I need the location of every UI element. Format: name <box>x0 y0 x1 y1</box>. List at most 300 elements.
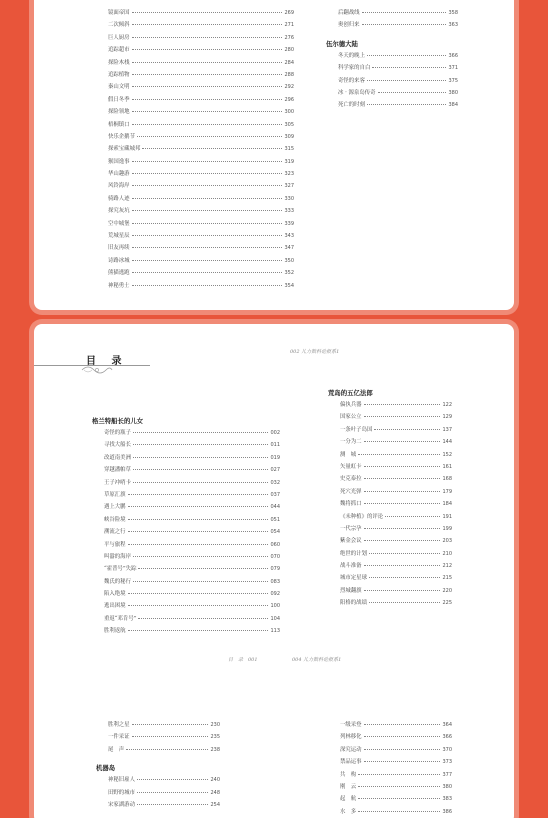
dot-leader <box>367 80 446 81</box>
entry-title: 二次倾斜 <box>108 22 130 29</box>
toc-column-left <box>108 8 294 293</box>
page-number: 373 <box>442 759 452 766</box>
dot-leader <box>364 749 441 750</box>
dot-leader <box>128 531 269 532</box>
entry-title: 魏氏的秘行 <box>104 578 131 585</box>
entry-title: 测 城 <box>340 451 357 458</box>
dot-leader <box>132 111 283 112</box>
toc-column-right <box>326 8 458 113</box>
toc-entry[interactable] <box>108 206 294 218</box>
toc-entry[interactable] <box>340 462 452 474</box>
entry-title: 一级采登 <box>340 722 362 728</box>
toc-entry[interactable] <box>104 440 280 452</box>
dot-leader <box>364 404 441 405</box>
entry-title: 冰 · 源泉岛传奇 <box>338 89 376 96</box>
page-number: 137 <box>442 426 452 433</box>
toc-entry[interactable] <box>340 524 452 536</box>
page-number: 238 <box>210 746 220 753</box>
dot-leader <box>137 804 208 805</box>
toc-entry[interactable] <box>108 231 294 243</box>
toc-entry[interactable] <box>340 412 452 424</box>
toc-entry[interactable] <box>108 775 220 787</box>
entry-title: 寻找大船长 <box>104 442 131 449</box>
dot-leader <box>137 792 208 793</box>
page-number: 230 <box>210 722 220 728</box>
toc-entry[interactable] <box>108 58 294 70</box>
running-header: 002 儿力数科论报系1 <box>290 349 340 355</box>
page-number: 271 <box>284 22 294 29</box>
entry-title: 田野的城市 <box>108 789 135 796</box>
dot-leader <box>132 37 283 38</box>
toc-entry[interactable] <box>108 120 294 132</box>
dot-leader <box>362 24 447 25</box>
toc-entry[interactable] <box>104 502 280 514</box>
dot-leader <box>132 173 283 174</box>
entry-title: 重返“邓肯号” <box>104 615 137 622</box>
entry-title: 神秘旧雇人 <box>108 777 135 784</box>
page-number: 104 <box>270 615 280 622</box>
entry-title: 王子冲哨卡 <box>104 479 131 486</box>
toc-entry[interactable] <box>340 450 452 462</box>
ornament-icon <box>80 364 114 376</box>
dot-leader <box>133 444 268 445</box>
toc-entry[interactable] <box>108 181 294 193</box>
page-number: 083 <box>270 578 280 585</box>
toc-entry[interactable] <box>108 107 294 119</box>
toc-entry[interactable] <box>338 100 458 112</box>
page-number: 220 <box>442 587 452 594</box>
toc-entry[interactable] <box>108 732 220 744</box>
dot-leader <box>364 565 441 566</box>
dot-leader <box>126 749 208 750</box>
toc-entry[interactable] <box>104 453 280 465</box>
dot-leader <box>364 724 441 725</box>
toc-entry[interactable] <box>340 487 452 499</box>
page-number: 254 <box>210 801 220 808</box>
toc-entry[interactable] <box>108 800 220 812</box>
toc-entry[interactable] <box>104 577 280 589</box>
entry-title: 遇上大鹏 <box>104 504 126 511</box>
dot-leader <box>132 210 283 211</box>
entry-title: 峡谷险境 <box>104 516 126 523</box>
toc-entry[interactable] <box>104 428 280 440</box>
page-number: 380 <box>442 783 452 790</box>
page-number: 144 <box>442 439 452 446</box>
entry-title: 紫金会议 <box>340 538 362 545</box>
dot-leader <box>364 416 441 417</box>
page-number: 060 <box>270 541 280 548</box>
toc-entry[interactable] <box>340 437 452 449</box>
page-number: 305 <box>284 121 294 128</box>
toc-entry[interactable] <box>340 782 452 794</box>
toc-entry[interactable] <box>340 425 452 437</box>
entry-title: 陷入绝境 <box>104 591 126 598</box>
toc-entry[interactable] <box>108 132 294 144</box>
page-number: 292 <box>284 84 294 91</box>
toc-entry[interactable] <box>108 95 294 107</box>
page-number: 327 <box>284 183 294 190</box>
dot-leader <box>364 441 441 442</box>
page-number: 319 <box>284 158 294 165</box>
dot-leader <box>128 593 269 594</box>
page-number: 370 <box>442 746 452 753</box>
entry-title: 国家公立 <box>340 414 362 421</box>
section-heading: 伍尔德大陆 <box>326 39 358 48</box>
page-number: 383 <box>442 796 452 803</box>
page-number: 203 <box>442 538 452 545</box>
toc-entry[interactable] <box>108 194 294 206</box>
dot-leader <box>137 136 282 137</box>
page-number: 339 <box>284 220 294 227</box>
page-number: 363 <box>448 22 458 29</box>
toc-entry[interactable] <box>340 400 452 412</box>
toc-entry[interactable] <box>108 144 294 156</box>
dot-leader <box>364 736 441 737</box>
page-number: 240 <box>210 777 220 784</box>
dot-leader <box>364 503 441 504</box>
toc-entry[interactable] <box>104 490 280 502</box>
entry-title: 偏执兵器 <box>340 402 362 408</box>
dot-leader <box>364 478 441 479</box>
page-number: 179 <box>442 488 452 495</box>
toc-entry[interactable] <box>104 465 280 477</box>
dot-leader <box>132 235 283 236</box>
footer-right: 004 儿力数科论报系1 <box>292 657 342 663</box>
footer-left: 目 录 001 <box>228 657 258 663</box>
entry-title: 穿越潘帕草 <box>104 467 131 474</box>
entry-title: 死穴光弹 <box>340 488 362 495</box>
dot-leader <box>132 62 283 63</box>
entry-title: 死亡的时刻 <box>338 102 365 109</box>
page-number: 300 <box>284 109 294 116</box>
entry-title: 探险领地 <box>108 109 130 116</box>
entry-title: 一分为二 <box>340 439 362 446</box>
page-title: 目 录 <box>86 356 128 367</box>
toc-entry[interactable] <box>340 536 452 548</box>
dot-leader <box>132 724 209 725</box>
dot-leader <box>364 466 441 467</box>
entry-title: 华山趣游 <box>108 171 130 178</box>
entry-title: 后翻战线 <box>338 10 360 16</box>
toc-entry[interactable] <box>340 745 452 757</box>
dot-leader <box>142 148 282 149</box>
dot-leader <box>367 104 446 105</box>
page-number: 352 <box>284 270 294 277</box>
entry-title: 起 航 <box>340 796 357 803</box>
toc-column-right <box>340 720 452 818</box>
toc-entry[interactable] <box>340 807 452 818</box>
entry-title: 阳格的战绩 <box>340 600 367 607</box>
entry-title: 草原汇旗 <box>104 491 126 498</box>
toc-entry[interactable] <box>108 745 220 757</box>
toc-entry[interactable] <box>108 268 294 280</box>
toc-entry[interactable] <box>340 794 452 806</box>
dot-leader <box>372 67 446 68</box>
page-number: 288 <box>284 71 294 78</box>
dot-leader <box>358 454 440 455</box>
page-number: 152 <box>442 451 452 458</box>
dot-leader <box>358 798 440 799</box>
entry-title: 探索宝藏城邦 <box>108 146 141 153</box>
toc-entry[interactable] <box>104 626 280 638</box>
dot-leader <box>133 581 268 582</box>
entry-title: 镜面帝国 <box>108 10 130 16</box>
dot-leader <box>128 506 269 507</box>
entry-title: 禁品运事 <box>340 759 362 766</box>
dot-leader <box>137 779 208 780</box>
toc-entry[interactable] <box>340 757 452 769</box>
page-number: 070 <box>270 553 280 560</box>
dot-leader <box>374 429 440 430</box>
page-number: 280 <box>284 47 294 54</box>
dot-leader <box>133 482 268 483</box>
dot-leader <box>132 12 283 13</box>
entry-title: 一条叶子岛国 <box>340 426 373 433</box>
dot-leader <box>128 544 269 545</box>
page-number: 384 <box>448 102 458 109</box>
toc-entry[interactable] <box>338 88 458 100</box>
dot-leader <box>132 86 283 87</box>
toc-entry[interactable] <box>340 512 452 524</box>
page-number: 323 <box>284 171 294 178</box>
dot-leader <box>132 24 283 25</box>
entry-title: 水 多 <box>340 808 357 815</box>
entry-title: 史克泰拉 <box>340 476 362 483</box>
toc-entry[interactable] <box>108 70 294 82</box>
page-number: 284 <box>284 59 294 66</box>
toc-entry[interactable] <box>104 589 280 601</box>
toc-entry[interactable] <box>338 51 458 63</box>
toc-entry[interactable] <box>104 527 280 539</box>
dot-leader <box>364 540 441 541</box>
dot-leader <box>378 92 447 93</box>
page-number: 235 <box>210 734 220 741</box>
entry-title: 奇怪的来客 <box>338 77 365 84</box>
page-number: 366 <box>448 52 458 59</box>
page-number: 225 <box>442 600 452 607</box>
entry-title: 探险木栈 <box>108 59 130 66</box>
entry-title: 战斗准备 <box>340 563 362 570</box>
toc-entry[interactable] <box>104 564 280 576</box>
toc-entry[interactable] <box>104 515 280 527</box>
entry-title: 烈城翻旗 <box>340 587 362 594</box>
page-number: 027 <box>270 467 280 474</box>
page-number: 019 <box>270 454 280 461</box>
entry-title: 追踪超市 <box>108 47 130 54</box>
entry-title: 胜利返航 <box>104 628 126 635</box>
toc-entry[interactable] <box>108 281 294 293</box>
page-number: 191 <box>442 513 452 520</box>
entry-title: 荒城星辰 <box>108 233 130 240</box>
dot-leader <box>369 602 440 603</box>
page-number: 044 <box>270 504 280 511</box>
dot-leader <box>358 774 440 775</box>
page-number: 122 <box>442 402 452 408</box>
toc-entry[interactable] <box>340 549 452 561</box>
entry-title: 风铃海岸 <box>108 183 130 190</box>
entry-title: 矢量虹卡 <box>340 463 362 470</box>
toc-entry[interactable] <box>108 256 294 268</box>
toc-entry[interactable] <box>108 8 294 20</box>
page-number: 364 <box>442 722 452 728</box>
toc-entry[interactable] <box>340 598 452 610</box>
entry-title: 深究运动 <box>340 746 362 753</box>
entry-title: 巨人厨房 <box>108 34 130 41</box>
toc-entry[interactable] <box>108 20 294 32</box>
page-number: 371 <box>448 65 458 72</box>
page-number: 366 <box>442 734 452 741</box>
page-number: 168 <box>442 476 452 483</box>
dot-leader <box>358 811 440 812</box>
dot-leader <box>132 99 283 100</box>
page-number: 309 <box>284 133 294 140</box>
dot-leader <box>132 260 283 261</box>
page-number: 343 <box>284 233 294 240</box>
entry-title: 假日冬季 <box>108 96 130 103</box>
entry-title: 共 构 <box>340 771 357 778</box>
entry-title: 科学家的自白 <box>338 65 371 72</box>
toc-entry[interactable] <box>340 770 452 782</box>
toc-entry[interactable] <box>104 614 280 626</box>
page-number: 377 <box>442 771 452 778</box>
page-number: 079 <box>270 566 280 573</box>
page-number: 354 <box>284 282 294 289</box>
section-heading: 格兰特船长的儿女 <box>92 417 144 425</box>
page-number: 037 <box>270 491 280 498</box>
page-number: 210 <box>442 550 452 557</box>
entry-title: 旧友再续 <box>108 245 130 252</box>
dot-leader <box>132 285 283 286</box>
page-number: 002 <box>270 430 280 436</box>
entry-title: 梧桐镇口 <box>108 121 130 128</box>
toc-entry[interactable] <box>338 20 458 32</box>
toc-entry[interactable] <box>108 219 294 231</box>
entry-title: 叫嚣的海岸 <box>104 553 131 560</box>
toc-entry[interactable] <box>338 76 458 88</box>
entry-title: 平与旅程 <box>104 541 126 548</box>
page-number: 051 <box>270 516 280 523</box>
toc-entry[interactable] <box>338 8 458 20</box>
page-number: 161 <box>442 463 452 470</box>
toc-entry[interactable] <box>108 45 294 57</box>
section-heading: 机器岛 <box>96 764 116 773</box>
dot-leader <box>132 49 283 50</box>
page-number: 212 <box>442 563 452 570</box>
page-number: 296 <box>284 96 294 103</box>
toc-column-left <box>92 414 280 639</box>
dot-leader <box>128 519 269 520</box>
entry-title: 熊猫逃跑 <box>108 270 130 277</box>
toc-entry[interactable] <box>104 478 280 490</box>
toc-entry[interactable] <box>108 157 294 169</box>
entry-title: 探究灰坑 <box>108 208 130 215</box>
toc-entry[interactable] <box>108 788 220 800</box>
toc-column-left <box>96 720 220 812</box>
dot-leader <box>364 528 441 529</box>
dot-leader <box>132 198 283 199</box>
dot-leader <box>133 556 268 557</box>
toc-entry[interactable] <box>340 732 452 744</box>
dot-leader <box>133 432 268 433</box>
entry-title: 溯流之行 <box>104 529 126 536</box>
toc-page-top <box>34 0 514 310</box>
toc-entry[interactable] <box>104 540 280 552</box>
entry-title: 列林移化 <box>340 734 362 741</box>
toc-entry[interactable] <box>108 169 294 181</box>
dot-leader <box>369 577 440 578</box>
toc-entry[interactable] <box>340 573 452 585</box>
page-number: 333 <box>284 208 294 215</box>
entry-title: 宋家湖游动 <box>108 801 135 808</box>
entry-title: 奇怪的瓶子 <box>104 430 131 436</box>
dot-leader <box>362 12 447 13</box>
dot-leader <box>364 761 441 762</box>
toc-entry[interactable] <box>108 243 294 255</box>
page-number: 129 <box>442 414 452 421</box>
toc-entry[interactable] <box>340 720 452 732</box>
entry-title: 刚 云 <box>340 783 357 790</box>
page-number: 380 <box>448 89 458 96</box>
entry-title: 尾 声 <box>108 746 125 753</box>
toc-entry[interactable] <box>104 601 280 613</box>
entry-title: 胜利之星 <box>108 722 130 728</box>
entry-title: 绝世的计划 <box>340 550 367 557</box>
entry-title: 奥创归来 <box>338 22 360 29</box>
entry-title: 骑路人迹 <box>108 195 130 202</box>
dot-leader <box>128 494 269 495</box>
dot-leader <box>358 786 440 787</box>
entry-title: 冬天的晚上 <box>338 52 365 59</box>
page-number: 347 <box>284 245 294 252</box>
toc-entry[interactable] <box>108 720 220 732</box>
entry-title: 快乐企鹅节 <box>108 133 135 140</box>
dot-leader <box>132 74 283 75</box>
toc-entry[interactable] <box>340 499 452 511</box>
page-number: 032 <box>270 479 280 486</box>
toc-entry[interactable] <box>340 561 452 573</box>
page-number: 330 <box>284 195 294 202</box>
dot-leader <box>128 605 269 606</box>
dot-leader <box>132 247 283 248</box>
page-number: 184 <box>442 501 452 508</box>
page-number: 092 <box>270 591 280 598</box>
toc-entry[interactable] <box>108 33 294 45</box>
dot-leader <box>369 553 440 554</box>
entry-title: 城市定星球 <box>340 575 367 582</box>
toc-entry[interactable] <box>108 82 294 94</box>
entry-title: 追踪植物 <box>108 71 130 78</box>
dot-leader <box>364 590 441 591</box>
dot-leader <box>132 272 283 273</box>
page-number: 269 <box>284 10 294 16</box>
dot-leader <box>132 161 283 162</box>
toc-entry[interactable] <box>104 552 280 564</box>
dot-leader <box>132 736 209 737</box>
page-number: 248 <box>210 789 220 796</box>
entry-title: 改道南美洲 <box>104 454 131 461</box>
toc-entry[interactable] <box>340 586 452 598</box>
entry-title: 一件采证 <box>108 734 130 741</box>
toc-entry[interactable] <box>338 63 458 75</box>
entry-title: 一代宗孕 <box>340 525 362 532</box>
page-number: 100 <box>270 603 280 610</box>
entry-title: 《未种植》的评论 <box>340 513 384 520</box>
entry-title: 猴国逸事 <box>108 158 130 165</box>
page-number: 315 <box>284 146 294 153</box>
dot-leader <box>132 185 283 186</box>
toc-entry[interactable] <box>340 474 452 486</box>
dot-leader <box>385 516 440 517</box>
